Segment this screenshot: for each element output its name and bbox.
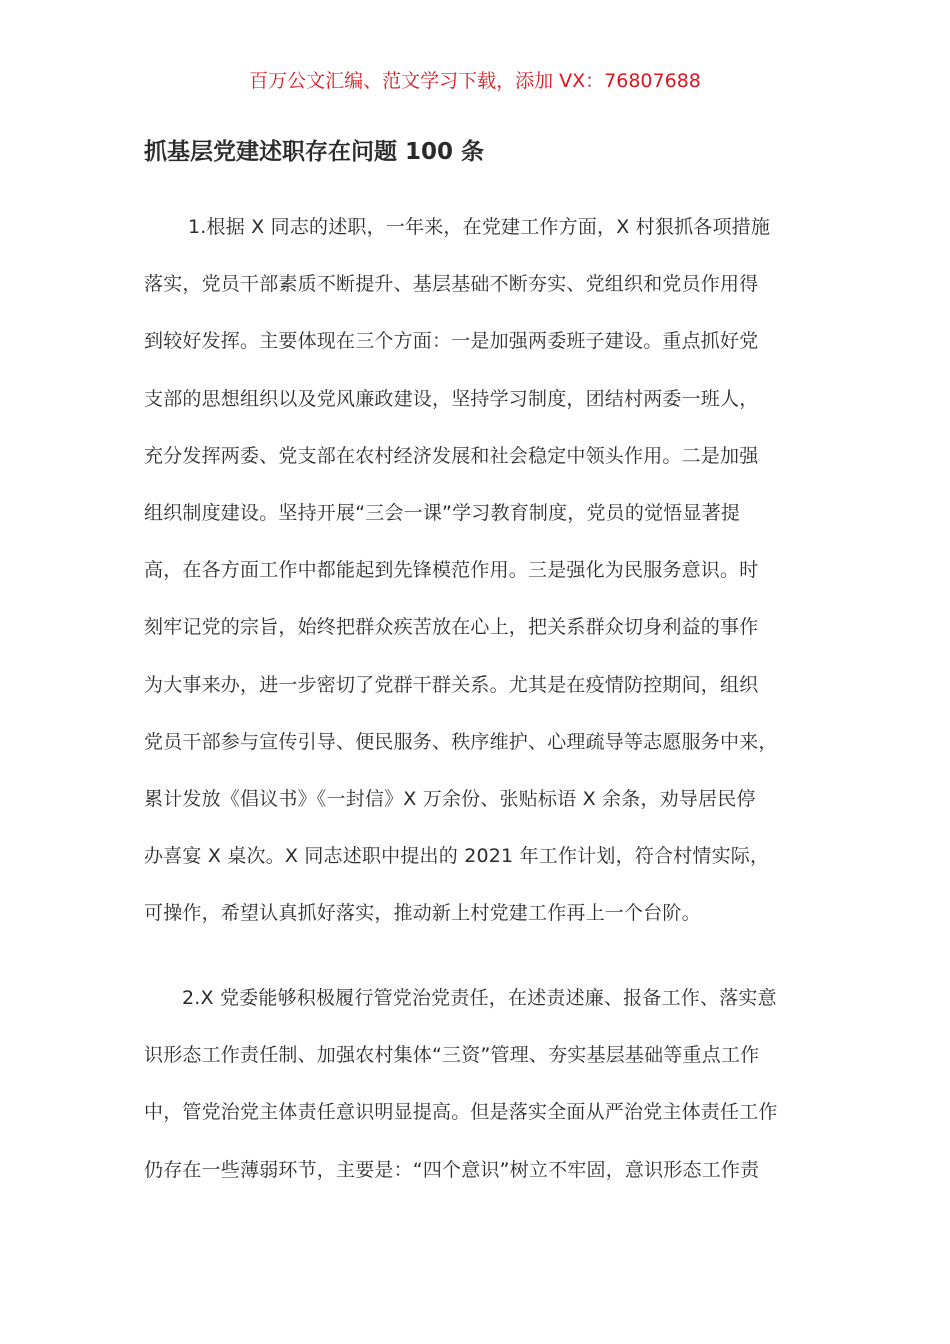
paragraph-line: 办喜宴 X 桌次。X 同志述职中提出的 2021 年工作计划，符合村情实际， [144, 845, 770, 868]
paragraph-line: 落实，党员干部素质不断提升、基层基础不断夯实、党组织和党员作用得 [144, 273, 759, 296]
paragraph-line: 为大事来办，进一步密切了党群干群关系。尤其是在疫情防控期间，组织 [144, 673, 759, 696]
paragraph-line: 支部的思想组织以及党风廉政建设，坚持学习制度，团结村两委一班人， [144, 387, 759, 410]
paragraph-line: 仍存在一些薄弱环节，主要是：“四个意识”树立不牢固，意识形态工作责 [144, 1158, 760, 1181]
paragraph-line: 充分发挥两委、党支部在农村经济发展和社会稳定中领头作用。二是加强 [144, 444, 759, 467]
paragraph-line: 高，在各方面工作中都能起到先锋模范作用。三是强化为民服务意识。时 [144, 559, 759, 582]
paragraph-line: 到较好发挥。主要体现在三个方面：一是加强两委班子建设。重点抓好党 [144, 330, 759, 353]
header-banner: 百万公文汇编、范文学习下载，添加 VX：76807688 [249, 70, 701, 92]
paragraph-line: 1.根据 X 同志的述职，一年来，在党建工作方面，X 村狠抓各项措施 [188, 216, 771, 238]
paragraph-line: 识形态工作责任制、加强农村集体“三资”管理、夯实基层基础等重点工作 [144, 1044, 760, 1067]
paragraph-line: 党员干部参与宣传引导、便民服务、秩序维护、心理疏导等志愿服务中来， [144, 730, 778, 753]
paragraph-line: 组织制度建设。坚持开展“三会一课”学习教育制度，党员的觉悟显著提 [144, 501, 741, 524]
paragraph-line: 累计发放《倡议书》《一封信》X 万余份、张贴标语 X 余条，劝导居民停 [144, 787, 756, 810]
paragraph-line: 中，管党治党主体责任意识明显提高。但是落实全面从严治党主体责任工作 [144, 1101, 778, 1124]
paragraph-1 [144, 212, 834, 955]
document-title: 抓基层党建述职存在问题 100 条 [144, 139, 485, 165]
paragraph-line: 可操作，希望认真抓好落实，推动新上村党建工作再上一个台阶。 [144, 902, 701, 925]
paragraph-2 [144, 983, 834, 1212]
paragraph-line: 刻牢记党的宗旨，始终把群众疾苦放在心上，把关系群众切身利益的事作 [144, 616, 759, 639]
paragraph-line: 2.X 党委能够积极履行管党治党责任，在述责述廉、报备工作、落实意 [182, 987, 777, 1009]
